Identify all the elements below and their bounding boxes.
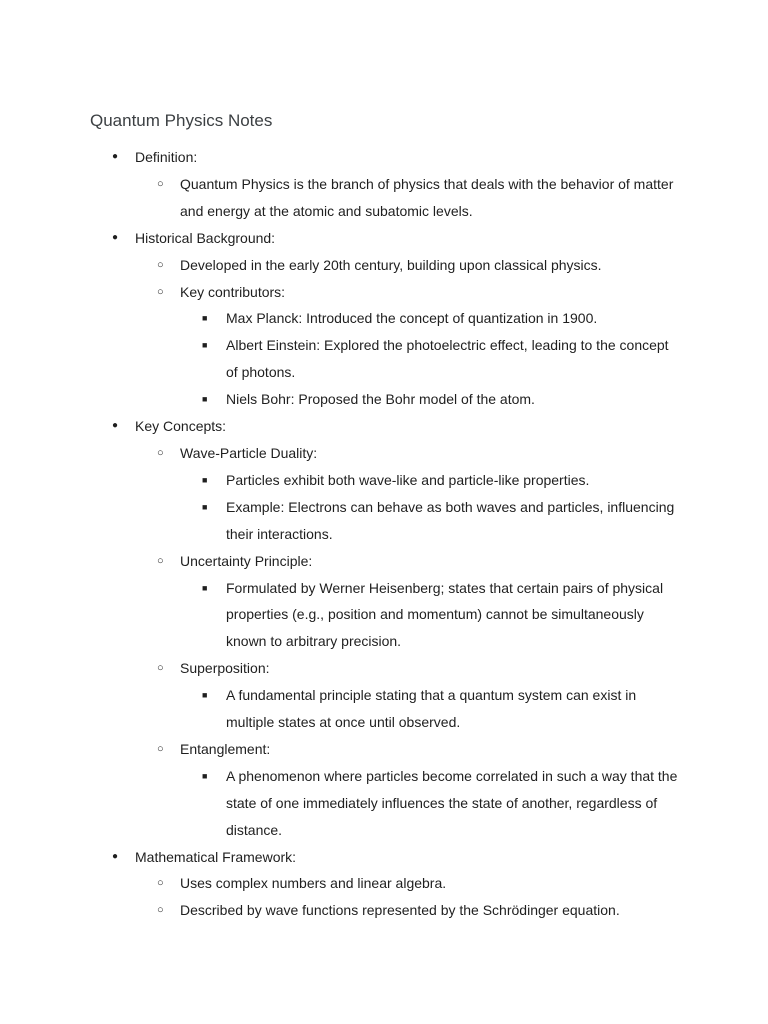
bullet-icon: ■: [202, 582, 208, 593]
bullet-icon: ○: [157, 446, 164, 459]
list-item-text: Uses complex numbers and linear algebra.: [180, 875, 447, 892]
list-item-text: Mathematical Framework:: [135, 848, 297, 865]
document-title: Quantum Physics Notes: [90, 111, 273, 130]
list-item-text: Max Planck: Introduced the concept of quantization in 1900.: [226, 310, 598, 327]
list-item-text: Historical Background:: [135, 229, 276, 246]
list-item: [0, 736, 768, 763]
bullet-icon: ■: [202, 394, 208, 405]
list-item: [0, 225, 768, 252]
bullet-icon: ■: [202, 474, 208, 485]
list-item-text: Particles exhibit both wave-like and particle-like properties.: [226, 471, 590, 488]
list-item: [0, 897, 768, 924]
list-item: [0, 575, 768, 656]
bullet-icon: ■: [202, 501, 208, 512]
list-item: [0, 279, 768, 306]
list-item-text: Example: Electrons can behave as both waves and particles, influencing their interactions.: [226, 498, 675, 542]
list-item-text: Formulated by Werner Heisenberg; states that certain pairs of physical properties (e.g., position and momentum) cannot be simultaneously known to arbitrary precision.: [226, 579, 664, 650]
list-item-text: Key contributors:: [180, 283, 286, 300]
bullet-icon: ○: [157, 742, 164, 755]
bullet-icon: ○: [157, 285, 164, 298]
list-item-text: Superposition:: [180, 660, 270, 677]
list-item-text: Albert Einstein: Explored the photoelectric effect, leading to the concept of photons.: [226, 337, 669, 381]
bullet-icon: ○: [157, 258, 164, 271]
bullet-icon: ■: [202, 313, 208, 324]
list-item-text: A fundamental principle stating that a quantum system can exist in multiple states at once until observed.: [226, 687, 637, 731]
list-item: [0, 171, 768, 225]
list-item: [0, 413, 768, 440]
list-item: [0, 467, 768, 494]
list-item: [0, 305, 768, 332]
list-item: [0, 386, 768, 413]
bullet-icon: ●: [112, 231, 119, 243]
bullet-icon: ●: [112, 850, 119, 862]
list-item: [0, 763, 768, 844]
list-item: [0, 252, 768, 279]
list-item: [0, 332, 768, 386]
bullet-icon: ■: [202, 770, 208, 781]
list-item-text: Developed in the early 20th century, building upon classical physics.: [180, 256, 602, 273]
list-item-text: A phenomenon where particles become correlated in such a way that the state of one immediately influences the state of another, regardless of distance.: [226, 767, 678, 838]
list-item-text: Entanglement:: [180, 740, 271, 757]
notes-outline: [0, 144, 768, 924]
list-item: [0, 494, 768, 548]
bullet-icon: ■: [202, 340, 208, 351]
bullet-icon: ○: [157, 662, 164, 675]
list-item-text: Key Concepts:: [135, 418, 227, 435]
list-item-text: Definition:: [135, 149, 198, 165]
bullet-icon: ○: [157, 877, 164, 890]
list-item: [0, 144, 768, 171]
bullet-icon: ●: [112, 151, 119, 162]
list-item-text: Described by wave functions represented by the Schrödinger equation.: [180, 902, 620, 919]
bullet-icon: ●: [112, 420, 119, 432]
list-item: [0, 548, 768, 575]
list-item: [0, 844, 768, 871]
list-item-text: Quantum Physics is the branch of physics that deals with the behavior of matter and energy at the atomic and subatomic levels.: [180, 175, 674, 219]
list-item-text: Uncertainty Principle:: [180, 552, 313, 569]
list-item: [0, 440, 768, 467]
bullet-icon: ○: [157, 904, 164, 917]
list-item-text: Wave-Particle Duality:: [180, 444, 318, 461]
list-item: [0, 655, 768, 682]
list-item: [0, 870, 768, 897]
bullet-icon: ○: [157, 177, 164, 190]
list-item-text: Niels Bohr: Proposed the Bohr model of the atom.: [226, 391, 535, 408]
list-item: [0, 682, 768, 736]
bullet-icon: ○: [157, 554, 164, 567]
bullet-icon: ■: [202, 690, 208, 701]
